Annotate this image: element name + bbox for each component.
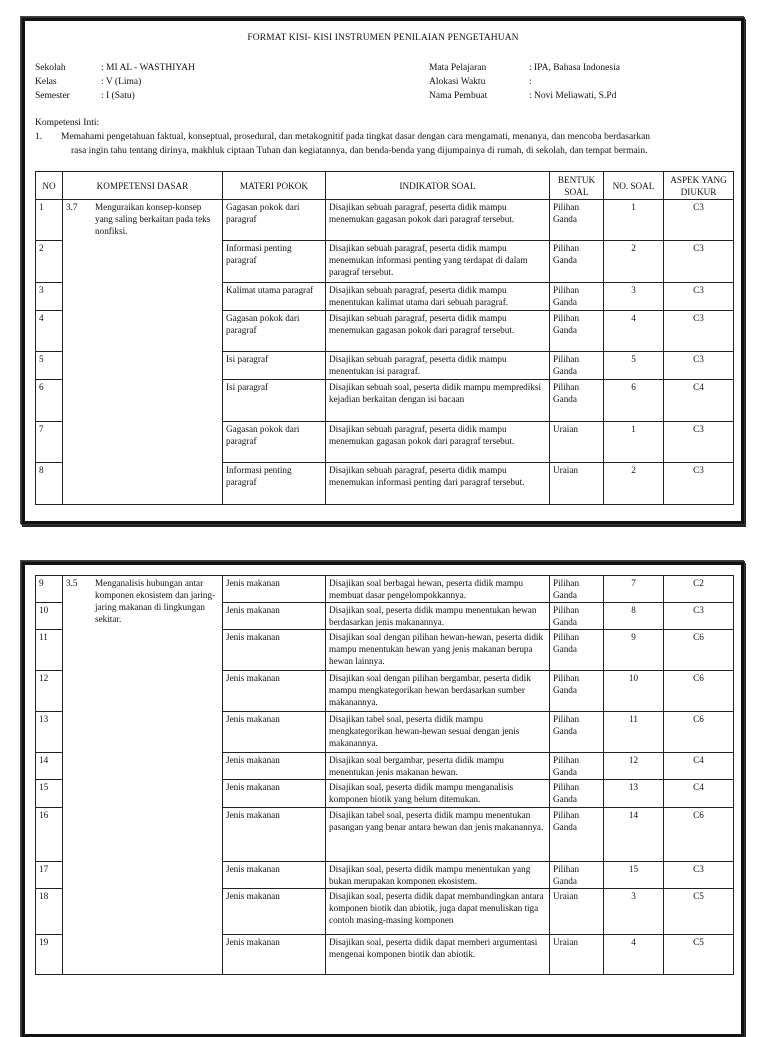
identity-value: : Novi Meliawati, S.Pd (529, 91, 617, 101)
identity-label: Nama Pembuat (429, 91, 488, 101)
cell-bentuk: Pilihan Ganda (550, 712, 604, 753)
cell-bentuk: Uraian (550, 422, 604, 463)
cell-nosoal: 12 (604, 753, 664, 780)
identity-row-author (429, 89, 620, 103)
table-2-body (36, 576, 734, 975)
core-competence (35, 116, 737, 156)
cell-materi: Jenis makanan (223, 630, 326, 671)
header-aspek: ASPEK YANG DIUKUR (664, 172, 734, 200)
cell-bentuk: Pilihan Ganda (550, 311, 604, 352)
identity-label: Semester (35, 91, 70, 101)
grid-table-1 (35, 171, 734, 505)
cell-no: 14 (36, 753, 63, 780)
identity-value: : (529, 77, 532, 87)
header-no: NO (36, 172, 63, 200)
cell-bentuk: Pilihan Ganda (550, 753, 604, 780)
cell-materi: Jenis makanan (223, 671, 326, 712)
cell-no: 12 (36, 671, 63, 712)
cell-indikator: Disajikan tabel soal, peserta didik mampu menentukan pasangan yang benar antara hewan dan jenis makanannya. (326, 808, 550, 862)
cell-bentuk: Pilihan Ganda (550, 671, 604, 712)
cell-bentuk: Pilihan Ganda (550, 241, 604, 283)
cell-no: 16 (36, 808, 63, 862)
kd-number: 3.7 (66, 202, 78, 212)
cell-bentuk: Uraian (550, 889, 604, 935)
cell-aspek: C3 (664, 603, 734, 630)
header-kd: KOMPETENSI DASAR (63, 172, 223, 200)
identity-label: Alokasi Waktu (429, 77, 486, 87)
cell-bentuk: Pilihan Ganda (550, 283, 604, 311)
cell-no: 13 (36, 712, 63, 753)
table-row (36, 200, 734, 241)
cell-materi: Gagasan pokok dari paragraf (223, 422, 326, 463)
core-competence-heading: Kompetensi Inti: (35, 118, 100, 128)
cell-aspek: C6 (664, 630, 734, 671)
identity-row-subject (429, 61, 620, 75)
cell-nosoal: 15 (604, 862, 664, 889)
core-competence-line: Memahami pengetahuan faktual, konseptual, prosedural, dan metakognitif pada tingkat dasar dengan cara mengamati, menanya, dan mencoba berdasarkan (61, 132, 651, 142)
cell-nosoal: 4 (604, 311, 664, 352)
cell-no: 17 (36, 862, 63, 889)
cell-nosoal: 9 (604, 630, 664, 671)
cell-no: 1 (36, 200, 63, 241)
cell-materi: Jenis makanan (223, 780, 326, 808)
cell-materi: Gagasan pokok dari paragraf (223, 200, 326, 241)
cell-bentuk: Pilihan Ganda (550, 780, 604, 808)
cell-nosoal: 10 (604, 671, 664, 712)
cell-bentuk: Pilihan Ganda (550, 862, 604, 889)
cell-aspek: C5 (664, 889, 734, 935)
cell-bentuk: Uraian (550, 935, 604, 975)
cell-bentuk: Pilihan Ganda (550, 380, 604, 422)
kd-text: Menguraikan konsep-konsep yang saling berkaitan pada teks nonfiksi. (95, 202, 211, 236)
cell-indikator: Disajikan tabel soal, peserta didik mampu mengkategorikan hewan-hewan sesuai dengan jenis makanannya. (326, 712, 550, 753)
cell-nosoal: 3 (604, 283, 664, 311)
cell-bentuk: Uraian (550, 463, 604, 505)
cell-aspek: C6 (664, 712, 734, 753)
cell-aspek: C3 (664, 241, 734, 283)
cell-nosoal: 2 (604, 241, 664, 283)
cell-indikator: Disajikan sebuah soal, peserta didik mampu memprediksi kejadian berkaitan dengan isi bacaan (326, 380, 550, 422)
identity-right (429, 61, 620, 103)
cell-indikator: Disajikan soal, peserta didik dapat membandingkan antara komponen biotik dan abiotik, juga dapat menuliskan tiga contoh masing-masing komponen (326, 889, 550, 935)
cell-materi: Isi paragraf (223, 380, 326, 422)
cell-no: 3 (36, 283, 63, 311)
cell-indikator: Disajikan soal berbagai hewan, peserta didik mampu membuat dasar pengelompokkannya. (326, 576, 550, 603)
cell-nosoal: 6 (604, 380, 664, 422)
cell-aspek: C4 (664, 753, 734, 780)
identity-label: Sekolah (35, 63, 66, 73)
cell-indikator: Disajikan soal dengan pilihan hewan-hewan, peserta didik mampu menentukan hewan yang jenis makanan berupa hewan lainnya. (326, 630, 550, 671)
cell-materi: Kalimat utama paragraf (223, 283, 326, 311)
cell-indikator: Disajikan soal bergambar, peserta didik mampu menentukan jenis makanan hewan. (326, 753, 550, 780)
cell-nosoal: 7 (604, 576, 664, 603)
cell-materi: Jenis makanan (223, 603, 326, 630)
cell-materi: Jenis makanan (223, 889, 326, 935)
core-competence-text (61, 130, 737, 158)
cell-nosoal: 5 (604, 352, 664, 380)
cell-nosoal: 11 (604, 712, 664, 753)
cell-aspek: C3 (664, 311, 734, 352)
cell-bentuk: Pilihan Ganda (550, 603, 604, 630)
identity-row-class (35, 75, 195, 89)
identity-value: : I (Satu) (101, 91, 135, 101)
cell-materi: Jenis makanan (223, 753, 326, 780)
cell-aspek: C6 (664, 808, 734, 862)
identity-left (35, 61, 195, 103)
identity-value: : MI AL - WASTHIYAH (101, 63, 195, 73)
cell-no: 19 (36, 935, 63, 975)
cell-aspek: C5 (664, 935, 734, 975)
cell-no: 9 (36, 576, 63, 603)
cell-bentuk: Pilihan Ganda (550, 352, 604, 380)
cell-indikator: Disajikan sebuah paragraf, peserta didik mampu menentukan kalimat utama dari sebuah paragraf. (326, 283, 550, 311)
cell-indikator: Disajikan soal, peserta didik mampu menentukan yang bukan merupakan komponen ekosistem. (326, 862, 550, 889)
header-nosoal: NO. SOAL (604, 172, 664, 200)
cell-no: 18 (36, 889, 63, 935)
cell-kompetensi-dasar (63, 576, 223, 975)
kd-text: Menganalisis hubungan antar komponen ekosistem dan jaring-jaring makanan di lingkungan sekitar. (95, 578, 216, 624)
cell-nosoal: 13 (604, 780, 664, 808)
cell-kompetensi-dasar (63, 200, 223, 505)
cell-indikator: Disajikan sebuah paragraf, peserta didik mampu menemukan gagasan pokok dari paragraf tersebut. (326, 200, 550, 241)
cell-aspek: C3 (664, 463, 734, 505)
table-row (36, 576, 734, 603)
header-materi: MATERI POKOK (223, 172, 326, 200)
identity-row-school (35, 61, 195, 75)
cell-aspek: C3 (664, 352, 734, 380)
core-competence-number: 1. (35, 132, 43, 142)
cell-bentuk: Pilihan Ganda (550, 576, 604, 603)
cell-nosoal: 3 (604, 889, 664, 935)
document-page-1 (22, 18, 744, 524)
grid-table-2 (35, 575, 734, 975)
cell-no: 8 (36, 463, 63, 505)
cell-no: 10 (36, 603, 63, 630)
cell-nosoal: 1 (604, 422, 664, 463)
table-1-body (36, 200, 734, 505)
document-page-2 (22, 562, 744, 1037)
cell-materi: Gagasan pokok dari paragraf (223, 311, 326, 352)
cell-indikator: Disajikan sebuah paragraf, peserta didik mampu menemukan informasi penting dari paragraf tersebut. (326, 463, 550, 505)
identity-row-semester (35, 89, 195, 103)
cell-indikator: Disajikan sebuah paragraf, peserta didik mampu menemukan informasi penting yang terdapat di dalam paragraf tersebut. (326, 241, 550, 283)
table-header-row (36, 172, 734, 200)
cell-no: 5 (36, 352, 63, 380)
cell-materi: Jenis makanan (223, 862, 326, 889)
cell-aspek: C6 (664, 671, 734, 712)
cell-aspek: C2 (664, 576, 734, 603)
kd-number: 3.5 (66, 578, 78, 588)
cell-indikator: Disajikan sebuah paragraf, peserta didik mampu menemukan gagasan pokok dari paragraf tersebut. (326, 422, 550, 463)
cell-nosoal: 1 (604, 200, 664, 241)
cell-no: 4 (36, 311, 63, 352)
cell-materi: Jenis makanan (223, 576, 326, 603)
cell-bentuk: Pilihan Ganda (550, 630, 604, 671)
cell-nosoal: 4 (604, 935, 664, 975)
header-bentuk: BENTUK SOAL (550, 172, 604, 200)
cell-indikator: Disajikan soal, peserta didik mampu menentukan hewan berdasarkan jenis makanannya. (326, 603, 550, 630)
identity-value: : V (Lima) (101, 77, 142, 87)
cell-materi: Informasi penting paragraf (223, 463, 326, 505)
cell-materi: Informasi penting paragraf (223, 241, 326, 283)
cell-indikator: Disajikan soal dengan pilihan bergambar, peserta didik mampu mengkategorikan hewan berdasarkan sumber makanannya. (326, 671, 550, 712)
cell-indikator: Disajikan soal, peserta didik mampu menganalisis komponen biotik yang belum ditemukan. (326, 780, 550, 808)
cell-aspek: C4 (664, 780, 734, 808)
cell-no: 11 (36, 630, 63, 671)
core-competence-line: rasa ingin tahu tentang dirinya, makhluk ciptaan Tuhan dan kegiatannya, dan benda-benda yang dijumpainya di rumah, di sekolah, dan tempat bermain. (71, 146, 648, 156)
cell-no: 2 (36, 241, 63, 283)
cell-aspek: C3 (664, 200, 734, 241)
cell-nosoal: 2 (604, 463, 664, 505)
cell-aspek: C3 (664, 862, 734, 889)
cell-materi: Jenis makanan (223, 935, 326, 975)
cell-materi: Isi paragraf (223, 352, 326, 380)
cell-no: 15 (36, 780, 63, 808)
identity-row-time (429, 75, 620, 89)
cell-no: 6 (36, 380, 63, 422)
cell-materi: Jenis makanan (223, 712, 326, 753)
cell-indikator: Disajikan soal, peserta didik dapat memberi argumentasi mengenai komponen biotik dan abiotik. (326, 935, 550, 975)
document-title: FORMAT KISI- KISI INSTRUMEN PENILAIAN PENGETAHUAN (247, 33, 519, 43)
cell-bentuk: Pilihan Ganda (550, 808, 604, 862)
cell-aspek: C3 (664, 422, 734, 463)
cell-no: 7 (36, 422, 63, 463)
cell-indikator: Disajikan sebuah paragraf, peserta didik mampu menentukan isi paragraf. (326, 352, 550, 380)
header-indikator: INDIKATOR SOAL (326, 172, 550, 200)
cell-aspek: C4 (664, 380, 734, 422)
cell-materi: Jenis makanan (223, 808, 326, 862)
cell-bentuk: Pilihan Ganda (550, 200, 604, 241)
identity-value: : IPA, Bahasa Indonesia (529, 63, 620, 73)
cell-nosoal: 8 (604, 603, 664, 630)
cell-indikator: Disajikan sebuah paragraf, peserta didik mampu menemukan gagasan pokok dari paragraf tersebut. (326, 311, 550, 352)
cell-aspek: C3 (664, 283, 734, 311)
cell-nosoal: 14 (604, 808, 664, 862)
identity-label: Mata Pelajaran (429, 63, 487, 73)
identity-label: Kelas (35, 77, 57, 87)
